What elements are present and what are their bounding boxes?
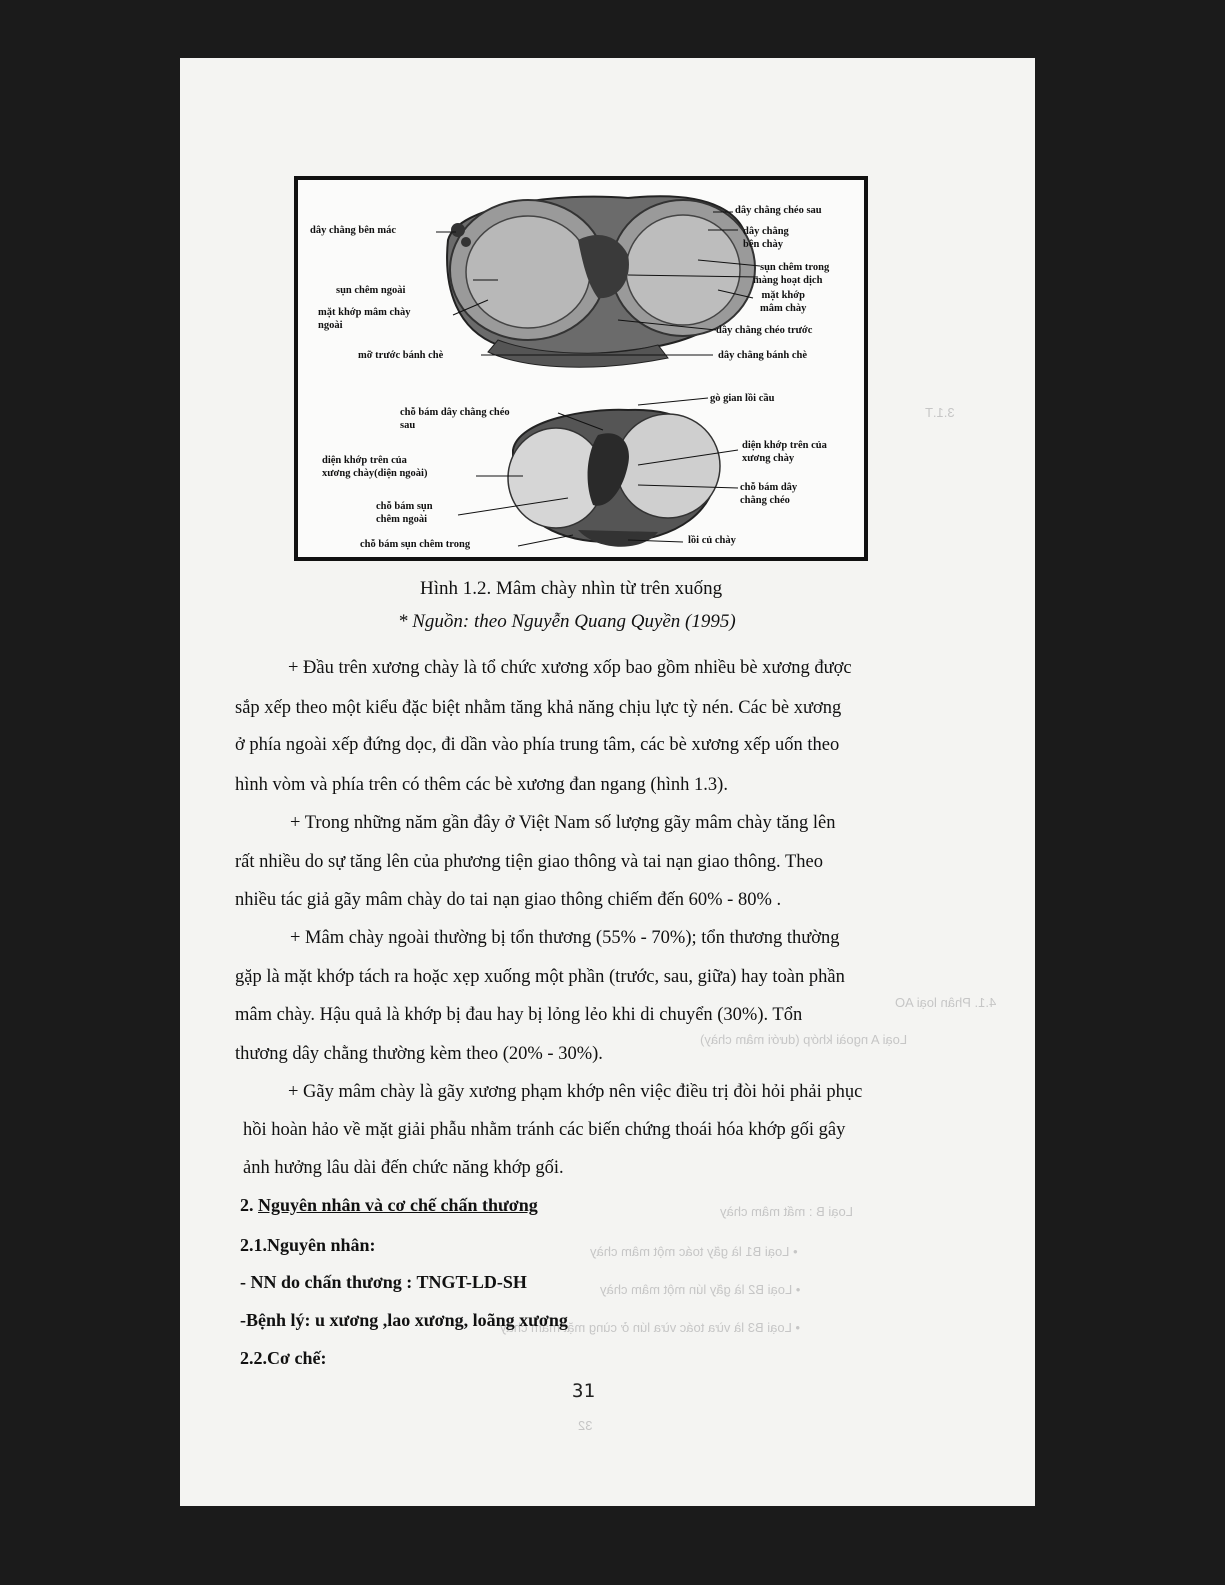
label-medial-meniscus-attachment: chỗ bám sụn chêm trong [360, 539, 471, 550]
label-prepatellar-fat: mỡ trước bánh chè [358, 350, 444, 361]
bleed-through-line: • Loại B1 là gãy toác một mâm chày [590, 1244, 798, 1259]
label-upper-articular-medial: diện khớp trên của xương chày [742, 440, 827, 464]
paragraph-line: + Gãy mâm chày là gãy xương phạm khớp nên việc điều trị đòi hỏi phải phục [288, 1082, 863, 1102]
label-medial-collateral-ligament: dây chằng bên chày [743, 226, 789, 250]
bleed-through-line: Loại A ngoài khớp (dưới mâm chày) [700, 1032, 908, 1047]
anatomy-figure [294, 176, 868, 561]
top-knee-section [447, 196, 755, 367]
section-number: 2. [240, 1195, 258, 1215]
paragraph-line: nhiều tác giả gãy mâm chày do tai nạn giao thông chiếm đến 60% - 80% . [235, 890, 782, 910]
paragraph-line: sắp xếp theo một kiểu đặc biệt nhằm tăng khả năng chịu lực tỳ nén. Các bè xương [235, 698, 842, 718]
bleed-through-line: • Loại B3 là vừa toác vừa lún ở cùng mặt mâm chày [500, 1320, 801, 1335]
paragraph-line: hình vòm và phía trên có thêm các bè xương đan ngang (hình 1.3). [235, 775, 728, 795]
label-lateral-meniscus: sụn chêm ngoài [336, 285, 406, 296]
bleed-through-line: 4.1. Phân loại AO [895, 995, 997, 1010]
paragraph-line: gặp là mặt khớp tách ra hoặc xẹp xuống một phần (trước, sau, giữa) hay toàn phần [235, 967, 845, 987]
label-medial-meniscus: sụn chêm trong [760, 262, 830, 273]
label-upper-articular-lateral: diện khớp trên của xương chày(diện ngoài) [322, 455, 428, 479]
paragraph-line: + Đầu trên xương chày là tổ chức xương xốp bao gồm nhiều bè xương được [288, 658, 852, 678]
bottom-plateau [508, 410, 720, 547]
paragraph-line: ở phía ngoài xếp đứng dọc, đi dần vào phía trung tâm, các bè xương xếp uốn theo [235, 735, 840, 755]
page-number: 31 [572, 1380, 595, 1402]
bleed-through-line: 3.1.T [925, 405, 955, 420]
figure-caption: Hình 1.2. Mâm chày nhìn từ trên xuống [420, 578, 723, 599]
paragraph-line: rất nhiều do sự tăng lên của phương tiện giao thông và tai nạn giao thông. Theo [235, 852, 823, 872]
label-pcl-attachment: chỗ bám dây chằng chéo sau [400, 407, 510, 431]
list-item: -Bệnh lý: u xương ,lao xương, loãng xương [240, 1310, 568, 1330]
figure-source: * Nguồn: theo Nguyễn Quang Quyền (1995) [398, 611, 736, 632]
label-posterior-cruciate-ligament: dây chằng chéo sau [735, 205, 822, 216]
label-acl-attachment: chỗ bám dây chằng chéo [740, 482, 798, 506]
subsection-heading: 2.1.Nguyên nhân: [240, 1235, 376, 1255]
label-synovial-membrane: màng hoạt dịch [753, 275, 823, 286]
label-patellar-ligament: dây chằng bánh chè [718, 350, 807, 361]
label-intercondylar-eminence: gò gian lồi cầu [710, 393, 775, 404]
bleed-through-line: Loại B : mất mâm chày [720, 1204, 853, 1219]
label-lateral-articular-surface: mặt khớp mâm chày ngoài [318, 307, 411, 331]
paragraph-line: + Mâm chày ngoài thường bị tổn thương (55% - 70%); tổn thương thường [290, 928, 840, 948]
list-item: - NN do chấn thương : TNGT-LD-SH [240, 1272, 527, 1292]
label-lateral-collateral-ligament: dây chằng bên mác [310, 225, 397, 236]
label-tibial-articular-surface: mặt khớp mâm chày [760, 290, 807, 314]
paragraph-line: mâm chày. Hậu quả là khớp bị đau hay bị lỏng lẻo khi di chuyển (30%). Tổn [235, 1005, 803, 1025]
subsection-heading: 2.2.Cơ chế: [240, 1348, 327, 1368]
bleed-through-line: • Loại B2 là gãy lún một mâm chày [600, 1282, 801, 1297]
section-title: Nguyên nhân và cơ chế chấn thương [258, 1195, 538, 1215]
paragraph-line: hồi hoàn hảo về mặt giải phẫu nhằm tránh các biến chứng thoái hóa khớp gối gây [243, 1120, 846, 1140]
section-heading [240, 1195, 538, 1216]
label-tibial-tuberosity: lồi củ chày [688, 535, 736, 546]
label-anterior-cruciate-ligament: dây chằng chéo trước [716, 325, 813, 336]
bleed-through-line: 32 [578, 1418, 593, 1433]
paragraph-line: ảnh hưởng lâu dài đến chức năng khớp gối. [243, 1158, 564, 1178]
label-lateral-meniscus-attachment: chỗ bám sụn chêm ngoài [376, 501, 433, 525]
paragraph-line: thương dây chằng thường kèm theo (20% - 30%). [235, 1044, 603, 1064]
paragraph-line: + Trong những năm gần đây ở Việt Nam số lượng gãy mâm chày tăng lên [290, 813, 836, 833]
